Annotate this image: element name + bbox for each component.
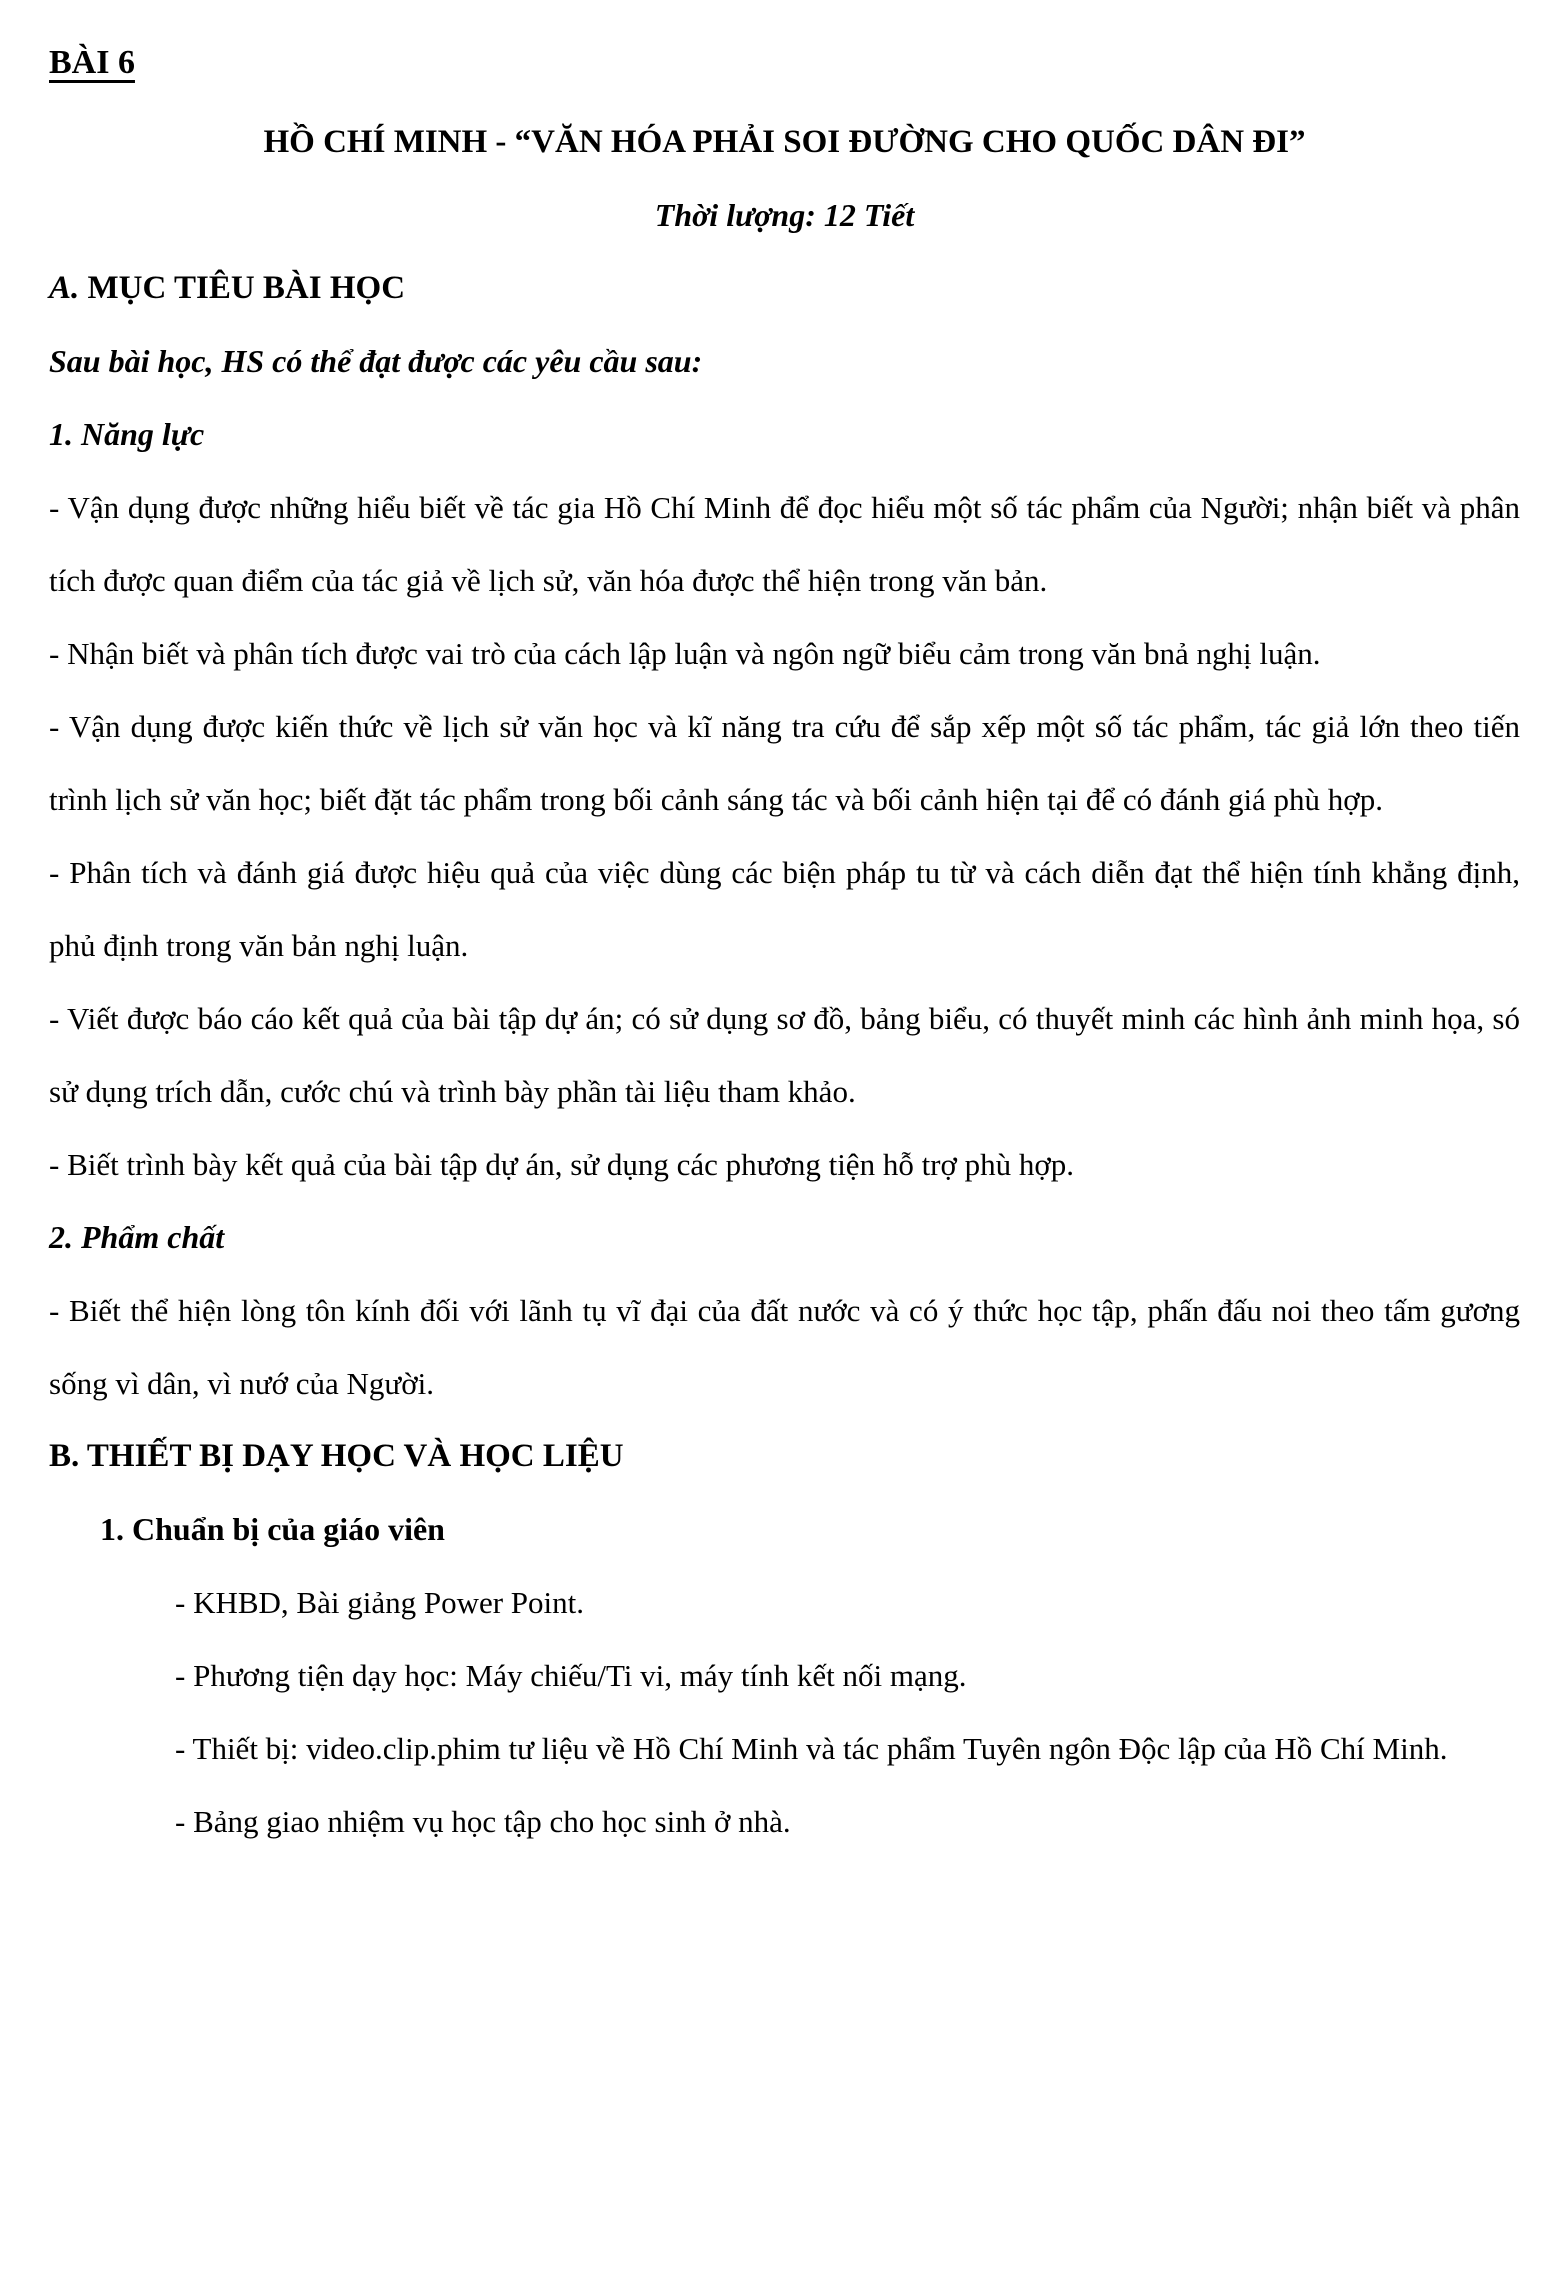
section-a-marker: A. (49, 270, 80, 306)
duration-line: Thời lượng: 12 Tiết (654, 197, 915, 233)
chuan-bi-item: - Thiết bị: video.clip.phim tư liệu về Hồ Chí Minh và tác phẩm Tuyên ngôn Độc lập của Hồ Chí Minh. (175, 1731, 1448, 1766)
pham-chat-item: - Biết thể hiện lòng tôn kính đối với lãnh tụ vĩ đại của đất nước và có ý thức học tập, phấn đấu noi theo tấm gương sống vì dân, vì nướ của Người. (49, 1293, 1520, 1401)
nang-luc-item: - Vận dụng được những hiểu biết về tác gia Hồ Chí Minh để đọc hiểu một số tác phẩm của Người; nhận biết và phân tích được quan điểm của tác giả về lịch sử, văn hóa được thể hiện trong văn bản. (49, 490, 1520, 598)
section-a-intro: Sau bài học, HS có thể đạt được các yêu cầu sau: (49, 343, 703, 379)
lesson-number-heading (49, 20, 1520, 106)
chuan-bi-item: - Phương tiện dạy học: Máy chiếu/Ti vi, máy tính kết nối mạng. (175, 1658, 967, 1693)
chuan-bi-item: - KHBD, Bài giảng Power Point. (175, 1585, 585, 1620)
subsection-nang-luc-heading: 1. Năng lực (49, 416, 205, 452)
section-a-heading (49, 252, 1520, 325)
section-b-heading: B. THIẾT BỊ DẠY HỌC VÀ HỌC LIỆU (49, 1438, 624, 1474)
nang-luc-item: - Phân tích và đánh giá được hiệu quả của việc dùng các biện pháp tu từ và cách diễn đạt thể hiện tính khẳng định, phủ định trong văn bản nghị luận. (49, 855, 1520, 963)
lesson-number-text: BÀI 6 (49, 44, 135, 81)
subsection-chuan-bi-heading: 1. Chuẩn bị của giáo viên (100, 1511, 445, 1547)
nang-luc-item: - Vận dụng được kiến thức về lịch sử văn học và kĩ năng tra cứu để sắp xếp một số tác phẩm, tác giả lớn theo tiến trình lịch sử văn học; biết đặt tác phẩm trong bối cảnh sáng tác và bối cảnh hiện tại để có đánh giá phù hợp. (49, 709, 1520, 817)
nang-luc-item: - Biết trình bày kết quả của bài tập dự án, sử dụng các phương tiện hỗ trợ phù hợp. (49, 1147, 1075, 1182)
subsection-pham-chat-heading: 2. Phẩm chất (49, 1219, 225, 1255)
nang-luc-item: - Nhận biết và phân tích được vai trò của cách lập luận và ngôn ngữ biểu cảm trong văn bnả nghị luận. (49, 636, 1321, 671)
nang-luc-item: - Viết được báo cáo kết quả của bài tập dự án; có sử dụng sơ đồ, bảng biểu, có thuyết minh các hình ảnh minh họa, só sử dụng trích dẫn, cước chú và trình bày phần tài liệu tham khảo. (49, 1001, 1520, 1109)
document-title: HỒ CHÍ MINH - “VĂN HÓA PHẢI SOI ĐƯỜNG CHO QUỐC DÂN ĐI” (263, 124, 1306, 160)
chuan-bi-item: - Bảng giao nhiệm vụ học tập cho học sinh ở nhà. (175, 1804, 791, 1839)
section-a-title: MỤC TIÊU BÀI HỌC (87, 270, 406, 306)
